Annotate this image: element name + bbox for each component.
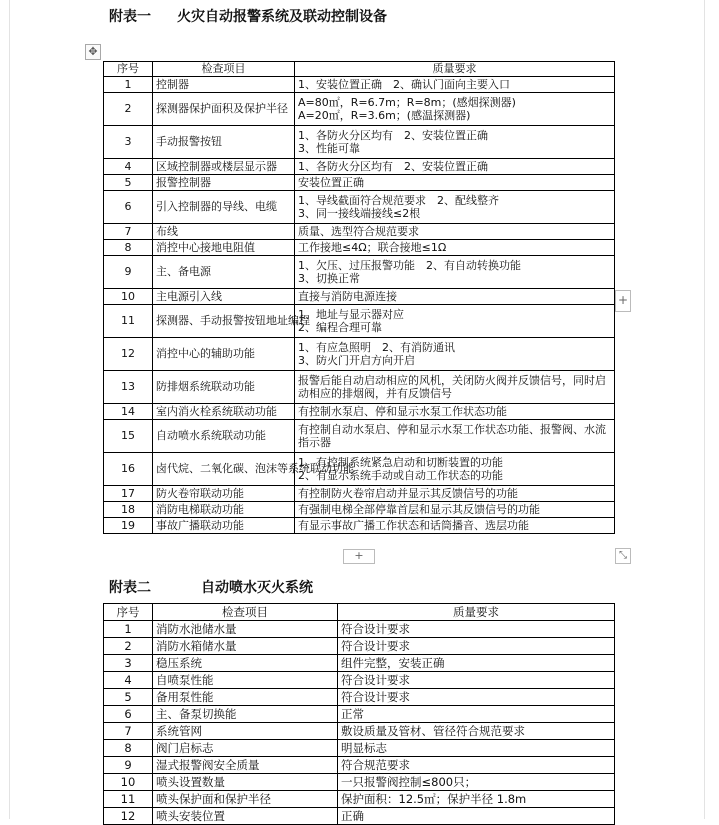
row-check-item: 区域控制器或楼层显示器 bbox=[153, 159, 295, 175]
row-requirement: 有强制电梯全部停靠首层和显示其反馈信号的功能 bbox=[295, 502, 615, 518]
table-row bbox=[104, 256, 615, 289]
table-row bbox=[104, 706, 615, 723]
page-margin-left bbox=[9, 0, 10, 819]
table-row bbox=[104, 518, 615, 534]
table-row bbox=[104, 453, 615, 486]
column-header: 序号 bbox=[104, 62, 153, 77]
row-check-item: 自喷泵性能 bbox=[153, 672, 338, 689]
row-check-item: 控制器 bbox=[153, 77, 295, 93]
row-number: 10 bbox=[104, 774, 153, 791]
table-row bbox=[104, 791, 615, 808]
row-requirement: 1、欠压、过压报警功能 2、有自动转换功能 3、切换正常 bbox=[295, 256, 615, 289]
table-row bbox=[104, 420, 615, 453]
row-requirement: 1、各防火分区均有 2、安装位置正确 3、性能可靠 bbox=[295, 126, 615, 159]
row-requirement: 有控制水泵启、停和显示水泵工作状态功能 bbox=[295, 404, 615, 420]
row-requirement: 符合设计要求 bbox=[338, 621, 615, 638]
row-number: 13 bbox=[104, 371, 153, 404]
table-row bbox=[104, 224, 615, 240]
row-check-item: 主电源引入线 bbox=[153, 289, 295, 305]
row-requirement: 明显标志 bbox=[338, 740, 615, 757]
row-requirement: 直接与消防电源连接 bbox=[295, 289, 615, 305]
row-number: 1 bbox=[104, 621, 153, 638]
row-check-item: 稳压系统 bbox=[153, 655, 338, 672]
row-requirement: 1、有控制系统紧急启动和切断装置的功能 2、有显示系统手动或自动工作状态的功能 bbox=[295, 453, 615, 486]
row-number: 2 bbox=[104, 93, 153, 126]
row-number: 3 bbox=[104, 655, 153, 672]
table-row bbox=[104, 240, 615, 256]
row-number: 17 bbox=[104, 486, 153, 502]
table-row bbox=[104, 338, 615, 371]
row-requirement: 保护面积：12.5㎡；保护半径 1.8m bbox=[338, 791, 615, 808]
row-number: 7 bbox=[104, 224, 153, 240]
row-number: 6 bbox=[104, 706, 153, 723]
row-requirement: 有控制自动水泵启、停和显示水泵工作状态功能、报警阀、水流指示器 bbox=[295, 420, 615, 453]
row-number: 5 bbox=[104, 689, 153, 706]
row-check-item: 防排烟系统联动功能 bbox=[153, 371, 295, 404]
row-requirement: A=80㎡，R=6.7m；R=8m；(感烟探测器) A=20㎡，R=3.6m；(感温探测器) bbox=[295, 93, 615, 126]
table-row bbox=[104, 502, 615, 518]
row-requirement: 符合设计要求 bbox=[338, 638, 615, 655]
row-number: 6 bbox=[104, 191, 153, 224]
row-number: 18 bbox=[104, 502, 153, 518]
appendix2-table bbox=[103, 603, 615, 825]
row-number: 15 bbox=[104, 420, 153, 453]
table-row bbox=[104, 672, 615, 689]
row-check-item: 引入控制器的导线、电缆 bbox=[153, 191, 295, 224]
row-number: 9 bbox=[104, 256, 153, 289]
row-check-item: 报警控制器 bbox=[153, 175, 295, 191]
row-requirement: 符合规范要求 bbox=[338, 757, 615, 774]
column-header: 检查项目 bbox=[153, 604, 338, 621]
row-check-item: 主、备泵切换能 bbox=[153, 706, 338, 723]
row-check-item: 湿式报警阀安全质量 bbox=[153, 757, 338, 774]
table-header-row bbox=[104, 604, 615, 621]
row-requirement: 质量、选型符合规范要求 bbox=[295, 224, 615, 240]
table-row bbox=[104, 655, 615, 672]
row-requirement: 敷设质量及管材、管径符合规范要求 bbox=[338, 723, 615, 740]
row-number: 10 bbox=[104, 289, 153, 305]
row-check-item: 消防电梯联动功能 bbox=[153, 502, 295, 518]
row-requirement: 符合设计要求 bbox=[338, 672, 615, 689]
row-number: 12 bbox=[104, 338, 153, 371]
row-number: 8 bbox=[104, 240, 153, 256]
row-number: 4 bbox=[104, 672, 153, 689]
table-row bbox=[104, 486, 615, 502]
table-row bbox=[104, 757, 615, 774]
row-check-item: 喷头保护面和保护半径 bbox=[153, 791, 338, 808]
row-number: 1 bbox=[104, 77, 153, 93]
row-check-item: 消控中心的辅助功能 bbox=[153, 338, 295, 371]
row-check-item: 喷头安装位置 bbox=[153, 808, 338, 825]
row-requirement: 1、导线截面符合规范要求 2、配线整齐 3、同一接线端接线≤2根 bbox=[295, 191, 615, 224]
row-requirement: 一只报警阀控制≤800只； bbox=[338, 774, 615, 791]
row-number: 14 bbox=[104, 404, 153, 420]
row-number: 9 bbox=[104, 757, 153, 774]
row-check-item: 喷头设置数量 bbox=[153, 774, 338, 791]
table-row bbox=[104, 723, 615, 740]
table-header-row bbox=[104, 62, 615, 77]
row-requirement: 1、有应急照明 2、有消防通讯 3、防火门开启方向开启 bbox=[295, 338, 615, 371]
row-requirement: 安装位置正确 bbox=[295, 175, 615, 191]
row-requirement: 1、地址与显示器对应 2、编程合理可靠 bbox=[295, 305, 615, 338]
row-check-item: 主、备电源 bbox=[153, 256, 295, 289]
row-requirement: 正常 bbox=[338, 706, 615, 723]
page-margin-right bbox=[704, 0, 705, 819]
row-check-item: 室内消火栓系统联动功能 bbox=[153, 404, 295, 420]
row-check-item: 布线 bbox=[153, 224, 295, 240]
row-check-item: 系统管网 bbox=[153, 723, 338, 740]
appendix2-title: 附表二 自动喷水灭火系统 bbox=[109, 580, 313, 596]
table-row bbox=[104, 689, 615, 706]
row-number: 19 bbox=[104, 518, 153, 534]
row-number: 16 bbox=[104, 453, 153, 486]
row-requirement: 工作接地≤4Ω；联合接地≤1Ω bbox=[295, 240, 615, 256]
row-requirement: 1、各防火分区均有 2、安装位置正确 bbox=[295, 159, 615, 175]
column-header: 质量要求 bbox=[338, 604, 615, 621]
add-row-button[interactable]: + bbox=[343, 549, 375, 564]
row-requirement: 有控制防火卷帘启动并显示其反馈信号的功能 bbox=[295, 486, 615, 502]
table-row bbox=[104, 126, 615, 159]
row-check-item: 备用泵性能 bbox=[153, 689, 338, 706]
table-resize-icon[interactable]: ⤡ bbox=[615, 548, 631, 564]
row-number: 7 bbox=[104, 723, 153, 740]
table-row bbox=[104, 159, 615, 175]
row-number: 3 bbox=[104, 126, 153, 159]
row-check-item: 事故广播联动功能 bbox=[153, 518, 295, 534]
row-requirement: 符合设计要求 bbox=[338, 689, 615, 706]
row-number: 5 bbox=[104, 175, 153, 191]
column-header: 检查项目 bbox=[153, 62, 295, 77]
row-number: 11 bbox=[104, 305, 153, 338]
appendix1-title: 附表一 火灾自动报警系统及联动控制设备 bbox=[109, 9, 387, 25]
table-row bbox=[104, 774, 615, 791]
row-check-item: 阀门启标志 bbox=[153, 740, 338, 757]
table-row bbox=[104, 740, 615, 757]
column-header: 序号 bbox=[104, 604, 153, 621]
table-row bbox=[104, 305, 615, 338]
row-requirement: 组件完整，安装正确 bbox=[338, 655, 615, 672]
row-check-item: 探测器、手动报警按钮地址编程 bbox=[153, 305, 295, 338]
row-number: 11 bbox=[104, 791, 153, 808]
row-number: 4 bbox=[104, 159, 153, 175]
table-row bbox=[104, 191, 615, 224]
row-requirement: 正确 bbox=[338, 808, 615, 825]
table-row bbox=[104, 93, 615, 126]
table-row bbox=[104, 638, 615, 655]
add-column-button[interactable]: + bbox=[615, 290, 631, 312]
column-header: 质量要求 bbox=[295, 62, 615, 77]
table-move-handle-icon[interactable]: ✥ bbox=[85, 44, 101, 60]
row-check-item: 手动报警按钮 bbox=[153, 126, 295, 159]
row-requirement: 1、安装位置正确 2、确认门面向主要入口 bbox=[295, 77, 615, 93]
table-row bbox=[104, 175, 615, 191]
row-requirement: 报警后能自动启动相应的风机，关闭防火阀并反馈信号，同时启动相应的排烟阀，并有反馈信号 bbox=[295, 371, 615, 404]
table-row bbox=[104, 371, 615, 404]
row-check-item: 消防水箱储水量 bbox=[153, 638, 338, 655]
table-row bbox=[104, 808, 615, 825]
table-row bbox=[104, 77, 615, 93]
row-check-item: 卤代烷、二氧化碳、泡沫等系统联动功能 bbox=[153, 453, 295, 486]
row-requirement: 有显示事故广播工作状态和话筒播音、选层功能 bbox=[295, 518, 615, 534]
row-number: 8 bbox=[104, 740, 153, 757]
row-check-item: 消控中心接地电阻值 bbox=[153, 240, 295, 256]
row-check-item: 探测器保护面积及保护半径 bbox=[153, 93, 295, 126]
table-row bbox=[104, 621, 615, 638]
row-check-item: 自动喷水系统联动功能 bbox=[153, 420, 295, 453]
row-number: 2 bbox=[104, 638, 153, 655]
row-check-item: 消防水池储水量 bbox=[153, 621, 338, 638]
row-check-item: 防火卷帘联动功能 bbox=[153, 486, 295, 502]
table-row bbox=[104, 404, 615, 420]
row-number: 12 bbox=[104, 808, 153, 825]
appendix1-table bbox=[103, 61, 615, 534]
table-row bbox=[104, 289, 615, 305]
